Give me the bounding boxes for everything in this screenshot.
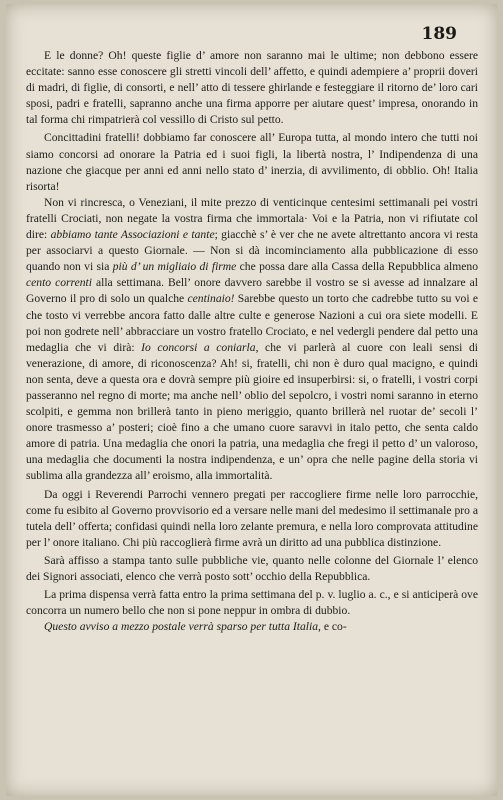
paragraph-donne: E le donne? Oh! queste figlie d’ amore non saranno mai le ultime; non debbono essere eccitate: sanno esse conoscere gli stretti vincoli dell’ affetto, e quindi adempiere a’ proprii doveri di madri, di figlie, di consorti, e nell’ atto di tessere ghirlande e festeggiare il ritorno de’ loro cari sposi, padri e fratelli, sapranno anche una firma apporre per aiutare quest’ impresa, onorando in tal forma chi rimpatrierà col vessillo di Cristo sul petto. [26, 49, 478, 127]
paragraph-veneziani: Non vi rincresca, o Veneziani, il mite prezzo di venticinque centesimi settimanali pei vostri fratelli Crociati, non negate la vostra firma che immortala· Voi e la Patria, non vi rifiutate col dire: abbiamo tante Associazioni e tante; giacchè s’ è ver che ne avete altrettanto ancora vi resta per associarvi a questo Giornale. — Non si dà incominciamento alla pubblicazione di esso quando non vi sia più d’ un migliaio di firme che possa dare alla Cassa della Repubblica almeno cento correnti alla settimana. Bell’ onore davvero sarebbe il vostro se si avesse ad innalzare al Governo il pro di solo un qualche centinaio! Sarebbe questo un torto che cadrebbe tutto su voi e che tosto vi verrebbe ancora fatto dalle altre culte e generose Nazioni a cui ora siete modelli. E poi non godrete nell’ abbracciare un vostro fratello Crociato, e nel vedergli pendere dal petto una medaglia che vi dirà: Io concorsi a coniarla, che vi parlerà al cuore con leali sensi di venerazione, di amore, di riconoscenza? Ah! si, fratelli, chi non è duro qual macigno, e quindi non senta, deve a questa ora e dovrà sempre più gioire ed insuperbirsi: si, o fratelli, i vostri corpi passeranno nel regno di morte; ma anche nell’ oblio del sepolcro, i vostri nomi saranno in eterno scolpiti, e gemma non brillerà tanto in pieno meriggio, quanto brillerà nel ruotar de’ secoli l’ onore trasmesso a’ posteri; cioè fino a che umano cuore saravvi in italo petto, che senta caldo amore di patria. Una medaglia che onori la patria, una medaglia che fregi il petto d’ un valoroso, una medaglia che documenti la nostra indipendenza, e un’ opra che nelle pagine della storia vi sublima alla grandezza all’ eroismo, alla immortalità. [26, 195, 479, 483]
paragraph-affisso: Sarà affisso a stampa tanto sulle pubbliche vie, quanto nelle colonne del Giornale l’ elenco dei Signori associati, elenco che verrà posto sott’ occhio della Repubblica. [26, 553, 478, 583]
paragraph-avviso: Questo avviso a mezzo postale verrà sparso per tutta Italia, e co- [44, 620, 347, 634]
paragraph-concittadini: Concittadini fratelli! dobbiamo far conoscere all’ Europa tutta, al mondo intero che tutti noi siamo concorsi ad onorare la Patria ed i suoi figli, la libertà nostra, l’ Indipendenza di una nazione che giacque per anni ed anni nello stato d’ inerzia, di avvilimento, di obblio. Oh! Italia risorta! [26, 131, 478, 193]
paragraph-parrochi: Da oggi i Reverendi Parrochi vennero pregati per raccogliere firme nelle loro parrocchie, come fu esibito al Governo provvisorio ed a versare nelle mani del medesimo il settimanale pro a tutela dell’ offerta; confidasi quindi nella loro zelante premura, e nella loro comprovata attitudine per l’ onore italiano. Chi più raccoglierà firme avrà un diritto ad una pubblica distinzione. [26, 487, 478, 549]
body-text [26, 48, 478, 635]
page-number: 189 [421, 24, 457, 44]
book-page [6, 4, 497, 796]
paragraph-dispensa: La prima dispensa verrà fatta entro la prima settimana del p. v. luglio a. c., e si anticiperà ove concorra un numero bello che non si pone neppur in ombra di dubbio. [26, 588, 478, 618]
